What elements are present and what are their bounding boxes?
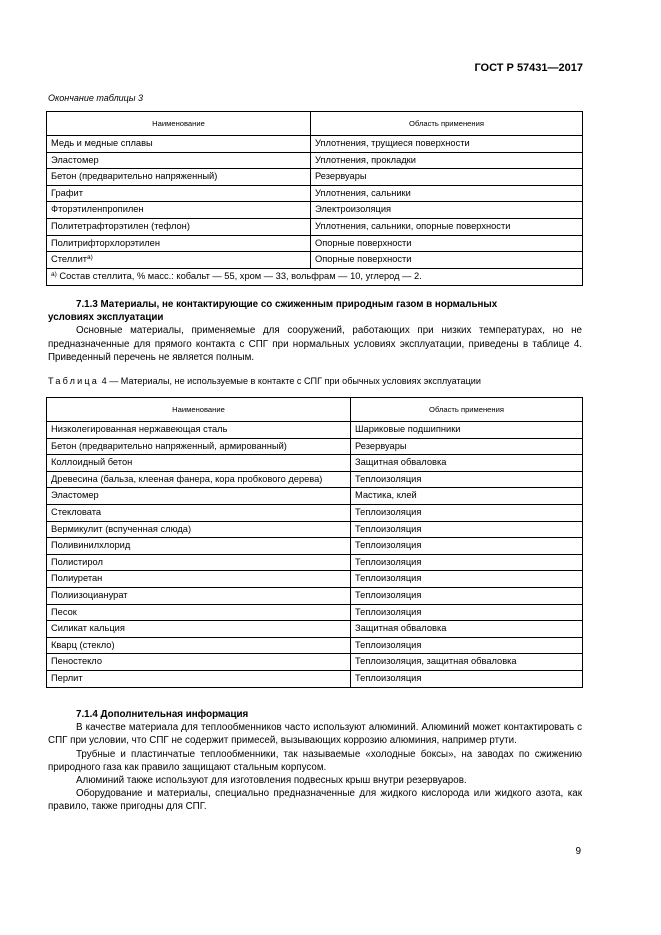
cell-name: Полиизоцианурат bbox=[47, 587, 351, 604]
cell-area: Уплотнения, прокладки bbox=[311, 152, 583, 169]
table-row bbox=[47, 422, 583, 439]
cell-name: Пеностекло bbox=[47, 654, 351, 671]
cell-name: Древесина (бальза, клееная фанера, кора пробкового дерева) bbox=[47, 471, 351, 488]
table-row bbox=[47, 185, 583, 202]
cell-name: Перлит bbox=[47, 670, 351, 687]
table3-footnote-row bbox=[47, 268, 583, 285]
table-3 bbox=[46, 111, 583, 286]
table3-col-area: Область применения bbox=[311, 112, 583, 136]
cell-area: Теплоизоляция bbox=[351, 554, 583, 571]
section-7-1-3-paragraph: Основные материалы, применяемые для сооружений, работающих при низких температурах, но не предназначенные для прямого контакта с СПГ при нормальных условиях эксплуатации, приведены в таблице 4. Приведенный перечень не является полным. bbox=[48, 325, 582, 363]
cell-name: Полиуретан bbox=[47, 571, 351, 588]
table4-col-area: Область применения bbox=[351, 398, 583, 422]
cell-area: Электроизоляция bbox=[311, 202, 583, 219]
table-row bbox=[47, 169, 583, 186]
cell-name: Низколегированная нержавеющая сталь bbox=[47, 422, 351, 439]
table-row bbox=[47, 471, 583, 488]
table-row bbox=[47, 554, 583, 571]
cell-area: Уплотнения, сальники bbox=[311, 185, 583, 202]
document-standard-header: ГОСТ Р 57431—2017 bbox=[474, 62, 583, 74]
table-row bbox=[47, 438, 583, 455]
table-row bbox=[47, 136, 583, 153]
table4-caption: Таблица 4 — Материалы, не используемые в контакте с СПГ при обычных условиях эксплуатации bbox=[48, 376, 481, 386]
section-7-1-4-p2: Трубные и пластинчатые теплообменники, так называемые «холодные боксы», на заводах по сжижению природного газа как правило защищают стальным корпусом. bbox=[48, 748, 582, 773]
cell-area: Защитная обваловка bbox=[351, 621, 583, 638]
cell-name: Поливинилхлорид bbox=[47, 538, 351, 555]
page-number: 9 bbox=[575, 846, 581, 857]
cell-name: Графит bbox=[47, 185, 311, 202]
table-row bbox=[47, 152, 583, 169]
cell-name: Стеллит$^{a)}$ bbox=[47, 252, 311, 269]
cell-area: Теплоизоляция bbox=[351, 471, 583, 488]
table-row bbox=[47, 202, 583, 219]
cell-area: Мастика, клей bbox=[351, 488, 583, 505]
section-7-1-4-heading: 7.1.4 Дополнительная информация bbox=[76, 709, 249, 720]
table-row bbox=[47, 571, 583, 588]
table3-col-name: Наименование bbox=[47, 112, 311, 136]
table-row bbox=[47, 455, 583, 472]
table-row bbox=[47, 621, 583, 638]
cell-name: Силикат кальция bbox=[47, 621, 351, 638]
cell-area: Теплоизоляция bbox=[351, 587, 583, 604]
table-4 bbox=[46, 397, 583, 688]
section-7-1-3-heading: 7.1.3 Материалы, не контактирующие со сжиженным природным газом в нормальных условиях эксплуатации bbox=[48, 299, 498, 324]
cell-name: Бетон (предварительно напряженный) bbox=[47, 169, 311, 186]
table-row bbox=[47, 538, 583, 555]
table-row bbox=[47, 235, 583, 252]
table3-footnote: $^{a)}$ Состав стеллита, % масс.: кобальт — 55, хром — 33, вольфрам — 10, углерод — 2. bbox=[47, 268, 583, 285]
cell-name: Коллоидный бетон bbox=[47, 455, 351, 472]
cell-name: Кварц (стекло) bbox=[47, 637, 351, 654]
table-row bbox=[47, 521, 583, 538]
table-row bbox=[47, 670, 583, 687]
table-row bbox=[47, 218, 583, 235]
cell-name: Эластомер bbox=[47, 488, 351, 505]
cell-area: Опорные поверхности bbox=[311, 252, 583, 269]
cell-area: Теплоизоляция bbox=[351, 637, 583, 654]
cell-area: Защитная обваловка bbox=[351, 455, 583, 472]
cell-name: Фторэтиленпропилен bbox=[47, 202, 311, 219]
cell-name: Бетон (предварительно напряженный, армированный) bbox=[47, 438, 351, 455]
cell-name: Медь и медные сплавы bbox=[47, 136, 311, 153]
table-row bbox=[47, 604, 583, 621]
section-7-1-4 bbox=[48, 708, 582, 814]
cell-area: Теплоизоляция bbox=[351, 571, 583, 588]
cell-name: Эластомер bbox=[47, 152, 311, 169]
cell-area: Уплотнения, трущиеся поверхности bbox=[311, 136, 583, 153]
table-row bbox=[47, 252, 583, 269]
table-row bbox=[47, 654, 583, 671]
cell-name: Вермикулит (вспученная слюда) bbox=[47, 521, 351, 538]
cell-area: Уплотнения, сальники, опорные поверхности bbox=[311, 218, 583, 235]
cell-name: Полистирол bbox=[47, 554, 351, 571]
footnote-marker: a) bbox=[87, 254, 93, 262]
cell-name: Политетрафторэтилен (тефлон) bbox=[47, 218, 311, 235]
section-7-1-4-p4: Оборудование и материалы, специально предназначенные для жидкого кислорода или жидкого азота, как правило, также пригодны для СПГ. bbox=[48, 788, 582, 813]
table-row bbox=[47, 488, 583, 505]
table-row bbox=[47, 587, 583, 604]
cell-name: Стекловата bbox=[47, 504, 351, 521]
cell-area: Опорные поверхности bbox=[311, 235, 583, 252]
cell-name: Политрифторхлорэтилен bbox=[47, 235, 311, 252]
cell-area: Теплоизоляция bbox=[351, 538, 583, 555]
cell-area: Резервуары bbox=[311, 169, 583, 186]
section-7-1-4-p1: В качестве материала для теплообменников часто используют алюминий. Алюминий может контактировать с СПГ при условии, что СПГ не содержит примесей, вызывающих коррозию алюминия, например ртути. bbox=[48, 722, 582, 747]
table4-col-name: Наименование bbox=[47, 398, 351, 422]
cell-area: Теплоизоляция bbox=[351, 521, 583, 538]
cell-area: Шариковые подшипники bbox=[351, 422, 583, 439]
cell-area: Теплоизоляция bbox=[351, 604, 583, 621]
section-7-1-4-p3: Алюминий также используют для изготовления подвесных крыш внутри резервуаров. bbox=[76, 775, 467, 787]
table3-caption: Окончание таблицы 3 bbox=[48, 93, 143, 103]
table-row bbox=[47, 504, 583, 521]
cell-area: Теплоизоляция, защитная обваловка bbox=[351, 654, 583, 671]
section-7-1-3 bbox=[48, 298, 582, 364]
cell-name: Песок bbox=[47, 604, 351, 621]
cell-area: Теплоизоляция bbox=[351, 504, 583, 521]
cell-area: Теплоизоляция bbox=[351, 670, 583, 687]
cell-area: Резервуары bbox=[351, 438, 583, 455]
table-row bbox=[47, 637, 583, 654]
